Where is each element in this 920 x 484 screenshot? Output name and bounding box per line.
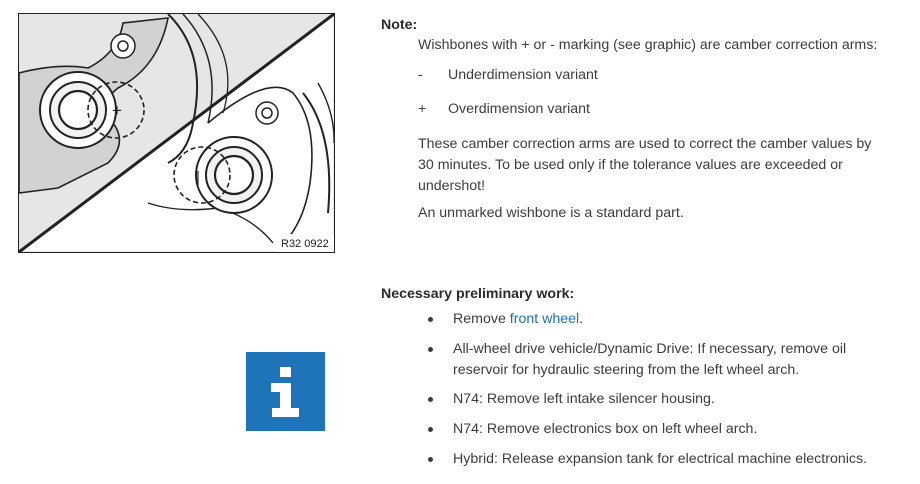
camber-arm-drawing [18,13,335,253]
note-paragraph-standard: An unmarked wishbone is a standard part. [418,205,684,221]
variant-item [418,67,818,87]
prelim-item-text: Hybrid: Release expansion tank for electrical machine electronics. [453,451,868,467]
prelim-item-text: N74: Remove electronics box on left wheel arch. [453,421,758,437]
prelim-item [428,309,868,331]
variant-label: Underdimension variant [448,67,598,83]
prelim-item [428,389,868,411]
minus-mark: | [196,169,200,186]
variant-label: Overdimension variant [448,101,590,117]
variant-marker: - [418,67,423,83]
plus-mark: + [112,101,122,120]
bullet-dot [428,457,433,462]
prelim-item [428,339,868,383]
bullet-dot [428,347,433,352]
prelim-item-text: All-wheel drive vehicle/Dynamic Drive: If necessary, remove oil reservoir for hydraulic steering from the left wheel arch. [453,341,847,378]
front-wheel-link[interactable]: front wheel [509,311,580,327]
prelim-item-text [453,309,873,330]
camber-arm-figure [18,13,335,253]
prelim-heading: Necessary preliminary work: [381,286,575,302]
note-heading: Note: [381,17,418,33]
prelim-item [428,419,868,441]
prelim-item-suffix: . [579,311,584,327]
bullet-dot [428,397,433,402]
bullet-dot [428,317,433,322]
note-intro: Wishbones with + or - marking (see graphic) are camber correction arms: [418,37,878,53]
figure-caption: R32 0922 [281,238,329,250]
variant-marker: + [418,101,427,117]
prelim-item [428,449,868,471]
note-paragraph: These camber correction arms are used to correct the camber values by 30 minutes. To be used only if the tolerance values are exceeded or undershot! [418,136,872,194]
prelim-item-text: N74: Remove left intake silencer housing. [453,391,715,407]
variant-item [418,101,818,121]
info-glyph [246,352,325,431]
info-icon [246,352,325,431]
bullet-dot [428,427,433,432]
prelim-item-prefix: Remove [453,311,510,327]
